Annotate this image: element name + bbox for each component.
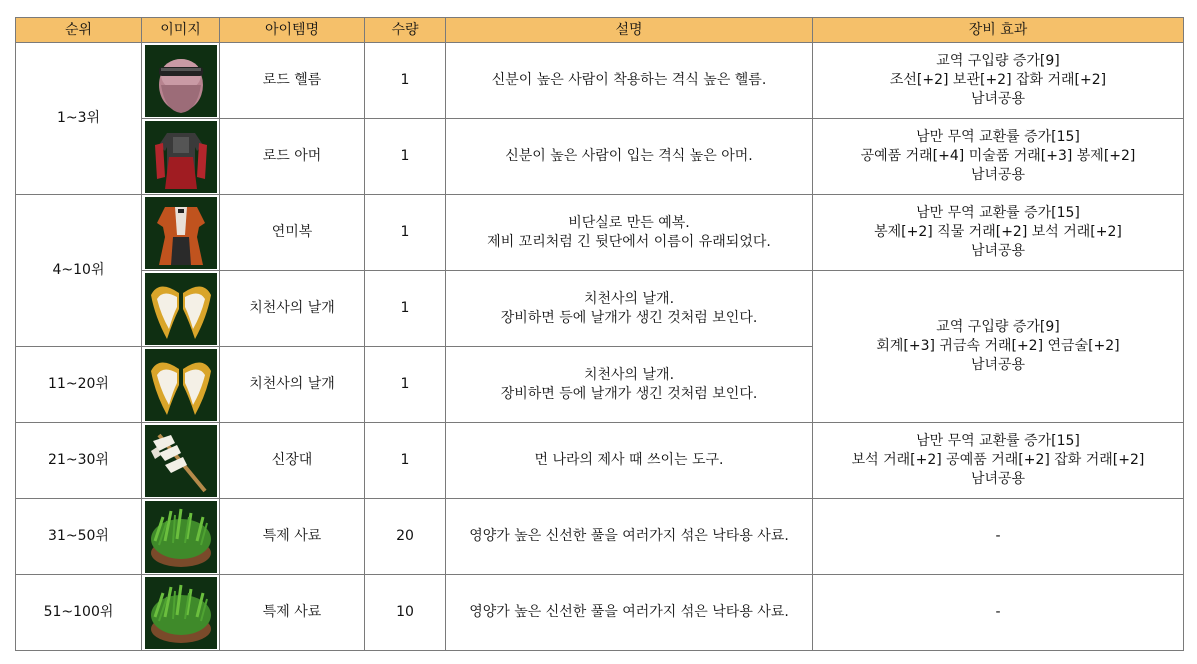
effect-cell: 남만 무역 교환률 증가[15] 공예품 거래[+4] 미술품 거래[+3] 봉제[+2] 남녀공용 bbox=[813, 119, 1184, 195]
item-quantity: 1 bbox=[365, 195, 446, 271]
item-description: 먼 나라의 제사 때 쓰이는 도구. bbox=[446, 423, 813, 499]
armor-icon bbox=[145, 121, 217, 193]
rank-cell: 21~30위 bbox=[16, 423, 142, 499]
image-cell bbox=[142, 43, 220, 119]
image-cell bbox=[142, 347, 220, 423]
effect-cell: - bbox=[813, 499, 1184, 575]
item-description: 신분이 높은 사람이 착용하는 격식 높은 헬름. bbox=[446, 43, 813, 119]
table-row bbox=[16, 423, 1184, 499]
effect-cell: 남만 무역 교환률 증가[15] 보석 거래[+2] 공예품 거래[+2] 잡화 거래[+2] 남녀공용 bbox=[813, 423, 1184, 499]
item-description: 치천사의 날개. 장비하면 등에 날개가 생긴 것처럼 보인다. bbox=[446, 271, 813, 347]
image-cell bbox=[142, 195, 220, 271]
image-cell bbox=[142, 499, 220, 575]
image-cell bbox=[142, 423, 220, 499]
tailcoat-icon bbox=[145, 197, 217, 269]
item-quantity: 1 bbox=[365, 423, 446, 499]
item-name: 연미복 bbox=[220, 195, 365, 271]
header-image: 이미지 bbox=[142, 18, 220, 43]
item-description: 영양가 높은 신선한 풀을 여러가지 섞은 낙타용 사료. bbox=[446, 499, 813, 575]
wings-icon bbox=[145, 273, 217, 345]
ritual-staff-icon bbox=[145, 425, 217, 497]
table-row bbox=[16, 43, 1184, 119]
image-cell bbox=[142, 575, 220, 651]
item-quantity: 1 bbox=[365, 119, 446, 195]
rank-cell: 31~50위 bbox=[16, 499, 142, 575]
effect-cell: 교역 구입량 증가[9] 회계[+3] 귀금속 거래[+2] 연금술[+2] 남녀공용 bbox=[813, 271, 1184, 423]
item-name: 로드 아머 bbox=[220, 119, 365, 195]
header-row bbox=[16, 18, 1184, 43]
item-name: 특제 사료 bbox=[220, 575, 365, 651]
rank-cell: 11~20위 bbox=[16, 347, 142, 423]
header-item-name: 아이템명 bbox=[220, 18, 365, 43]
rank-cell: 1~3위 bbox=[16, 43, 142, 195]
rank-cell: 51~100위 bbox=[16, 575, 142, 651]
table-row bbox=[16, 271, 1184, 347]
item-description: 비단실로 만든 예복. 제비 꼬리처럼 긴 뒷단에서 이름이 유래되었다. bbox=[446, 195, 813, 271]
table-row bbox=[16, 499, 1184, 575]
header-description: 설명 bbox=[446, 18, 813, 43]
item-quantity: 1 bbox=[365, 347, 446, 423]
effect-cell: 남만 무역 교환률 증가[15] 봉제[+2] 직물 거래[+2] 보석 거래[+2] 남녀공용 bbox=[813, 195, 1184, 271]
effect-cell: - bbox=[813, 575, 1184, 651]
image-cell bbox=[142, 119, 220, 195]
effect-cell: 교역 구입량 증가[9] 조선[+2] 보관[+2] 잡화 거래[+2] 남녀공용 bbox=[813, 43, 1184, 119]
item-quantity: 1 bbox=[365, 271, 446, 347]
item-name: 특제 사료 bbox=[220, 499, 365, 575]
helmet-icon bbox=[145, 45, 217, 117]
item-name: 치천사의 날개 bbox=[220, 347, 365, 423]
rank-cell: 4~10위 bbox=[16, 195, 142, 347]
item-quantity: 10 bbox=[365, 575, 446, 651]
image-cell bbox=[142, 271, 220, 347]
table-row bbox=[16, 119, 1184, 195]
table-row bbox=[16, 195, 1184, 271]
item-quantity: 1 bbox=[365, 43, 446, 119]
wings-icon bbox=[145, 349, 217, 421]
header-effect: 장비 효과 bbox=[813, 18, 1184, 43]
reward-table bbox=[15, 17, 1184, 651]
item-name: 신장대 bbox=[220, 423, 365, 499]
header-quantity: 수량 bbox=[365, 18, 446, 43]
item-name: 로드 헬름 bbox=[220, 43, 365, 119]
table-row bbox=[16, 575, 1184, 651]
fodder-icon bbox=[145, 577, 217, 649]
item-name: 치천사의 날개 bbox=[220, 271, 365, 347]
header-rank: 순위 bbox=[16, 18, 142, 43]
item-quantity: 20 bbox=[365, 499, 446, 575]
item-description: 치천사의 날개. 장비하면 등에 날개가 생긴 것처럼 보인다. bbox=[446, 347, 813, 423]
item-description: 신분이 높은 사람이 입는 격식 높은 아머. bbox=[446, 119, 813, 195]
item-description: 영양가 높은 신선한 풀을 여러가지 섞은 낙타용 사료. bbox=[446, 575, 813, 651]
fodder-icon bbox=[145, 501, 217, 573]
